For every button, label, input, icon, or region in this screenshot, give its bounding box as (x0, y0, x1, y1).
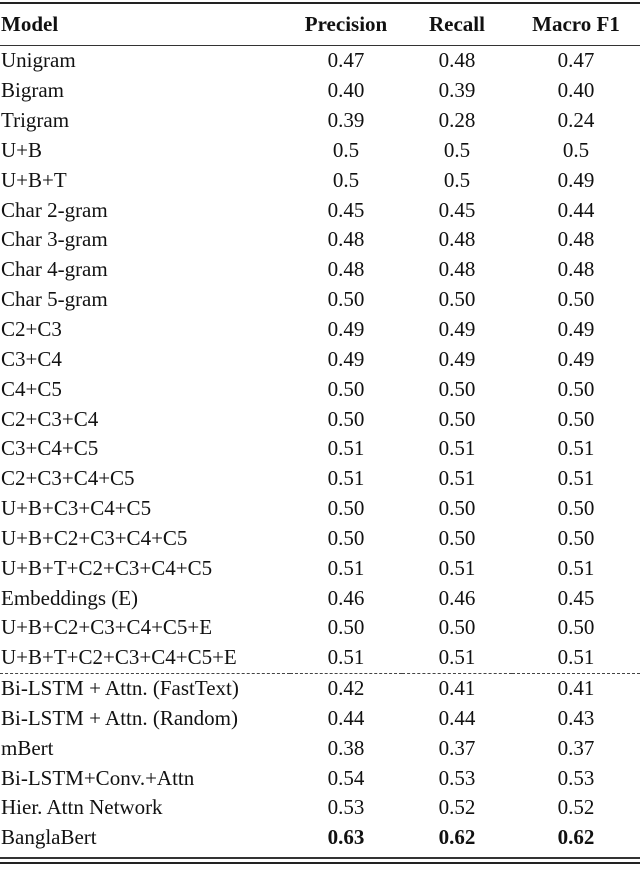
cell-recall: 0.50 (438, 615, 476, 640)
cell-model: Char 2-gram (1, 197, 108, 222)
table-row (0, 524, 640, 554)
cell-recall: 0.50 (438, 287, 476, 312)
metrics-table (0, 4, 640, 45)
cell-model: Bigram (1, 78, 64, 103)
cell-recall: 0.50 (438, 406, 476, 431)
cell-model: C2+C3 (1, 316, 62, 341)
cell-macro-f1: 0.51 (557, 555, 595, 580)
cell-macro-f1: 0.41 (557, 676, 595, 701)
cell-precision: 0.48 (327, 227, 365, 252)
cell-model: Char 5-gram (1, 287, 108, 312)
cell-precision: 0.38 (327, 735, 365, 760)
cell-macro-f1: 0.44 (557, 197, 595, 222)
cell-model: U+B+C2+C3+C4+C5+E (1, 615, 213, 640)
table-row (0, 315, 640, 345)
cell-model: U+B+C2+C3+C4+C5 (1, 525, 188, 550)
cell-macro-f1: 0.52 (557, 795, 595, 820)
cell-recall: 0.50 (438, 496, 476, 521)
table-row (0, 793, 640, 823)
table-row (0, 136, 640, 166)
table-row (0, 464, 640, 494)
cell-macro-f1: 0.50 (557, 406, 595, 431)
table-row (0, 255, 640, 285)
table-row (0, 554, 640, 584)
cell-model: BanglaBert (1, 825, 97, 850)
cell-recall: 0.28 (438, 108, 476, 133)
cell-recall: 0.49 (438, 316, 476, 341)
cell-precision: 0.5 (332, 167, 360, 192)
cell-model: C3+C4 (1, 346, 62, 371)
table-row (0, 405, 640, 435)
cell-model: U+B+T (1, 167, 67, 192)
header-precision: Precision (304, 12, 388, 36)
table-row (0, 494, 640, 524)
cell-model: Embeddings (E) (1, 585, 139, 610)
cell-model: C2+C3+C4 (1, 406, 99, 431)
cell-macro-f1: 0.51 (557, 436, 595, 461)
table-row (0, 196, 640, 226)
cell-macro-f1: 0.49 (557, 316, 595, 341)
cell-macro-f1: 0.49 (557, 167, 595, 192)
cell-recall: 0.51 (438, 436, 476, 461)
cell-precision: 0.42 (327, 676, 365, 701)
cell-recall: 0.44 (438, 705, 476, 730)
cell-precision: 0.50 (327, 376, 365, 401)
cell-macro-f1: 0.51 (557, 466, 595, 491)
cell-macro-f1: 0.53 (557, 765, 595, 790)
table-row (0, 285, 640, 315)
cell-precision: 0.44 (327, 705, 365, 730)
cell-precision: 0.46 (327, 585, 365, 610)
cell-model: Char 4-gram (1, 257, 108, 282)
cell-model: C4+C5 (1, 376, 62, 401)
cell-macro-f1: 0.48 (557, 257, 595, 282)
table-header (0, 4, 640, 45)
cell-precision: 0.49 (327, 316, 365, 341)
cell-model: U+B+T+C2+C3+C4+C5 (1, 555, 213, 580)
header-macro-f1: Macro F1 (532, 12, 620, 36)
cell-recall: 0.52 (438, 795, 476, 820)
cell-model: C3+C4+C5 (1, 436, 99, 461)
cell-precision: 0.50 (327, 525, 365, 550)
cell-recall: 0.5 (443, 167, 471, 192)
table-row (0, 46, 640, 76)
bottom-rule-thick (0, 862, 640, 864)
cell-macro-f1: 0.51 (512, 643, 640, 673)
cell-model: Unigram (1, 48, 76, 73)
header-model: Model (1, 12, 59, 36)
cell-model: Hier. Attn Network (1, 795, 163, 820)
cell-precision: 0.40 (327, 78, 365, 103)
cell-model: U+B+T+C2+C3+C4+C5+E (0, 643, 290, 673)
cell-macro-f1: 0.50 (557, 496, 595, 521)
cell-precision: 0.49 (327, 346, 365, 371)
cell-macro-f1: 0.50 (557, 287, 595, 312)
table-row (0, 76, 640, 106)
cell-precision: 0.51 (327, 555, 365, 580)
cell-recall: 0.5 (443, 137, 471, 162)
table-row (0, 345, 640, 375)
cell-macro-f1: 0.47 (557, 48, 595, 73)
cell-macro-f1: 0.50 (557, 376, 595, 401)
table-row (0, 704, 640, 734)
cell-precision: 0.53 (327, 795, 365, 820)
table-row-best (0, 823, 640, 853)
cell-model: Bi-LSTM+Conv.+Attn (1, 765, 195, 790)
cell-precision: 0.50 (327, 406, 365, 431)
cell-precision: 0.39 (327, 108, 365, 133)
cell-macro-f1: 0.48 (557, 227, 595, 252)
cell-recall: 0.51 (438, 555, 476, 580)
cell-recall-best: 0.62 (438, 825, 476, 850)
cell-precision: 0.50 (327, 287, 365, 312)
table-row (0, 166, 640, 196)
cell-model: C2+C3+C4+C5 (1, 466, 135, 491)
bottom-rule-thin (0, 857, 640, 858)
cell-recall: 0.48 (438, 257, 476, 282)
cell-recall: 0.41 (438, 676, 476, 701)
cell-precision: 0.54 (327, 765, 365, 790)
cell-recall: 0.45 (438, 197, 476, 222)
cell-recall: 0.50 (438, 376, 476, 401)
cell-recall: 0.39 (438, 78, 476, 103)
cell-model: Bi-LSTM + Attn. (Random) (1, 705, 239, 730)
metrics-table-body (0, 46, 640, 853)
cell-precision: 0.51 (327, 436, 365, 461)
cell-model: Char 3-gram (1, 227, 108, 252)
cell-recall: 0.48 (438, 48, 476, 73)
table-row (0, 225, 640, 255)
cell-model: Bi-LSTM + Attn. (FastText) (1, 676, 239, 701)
table-row (0, 734, 640, 764)
cell-precision-best: 0.63 (327, 825, 365, 850)
cell-precision: 0.48 (327, 257, 365, 282)
cell-macro-f1: 0.45 (557, 585, 595, 610)
cell-macro-f1: 0.40 (557, 78, 595, 103)
cell-precision: 0.47 (327, 48, 365, 73)
cell-model: U+B+C3+C4+C5 (1, 496, 152, 521)
cell-macro-f1: 0.37 (557, 735, 595, 760)
table-row (0, 434, 640, 464)
cell-recall: 0.53 (438, 765, 476, 790)
cell-recall: 0.51 (438, 466, 476, 491)
cell-macro-f1: 0.50 (557, 525, 595, 550)
cell-model: Trigram (1, 108, 70, 133)
cell-recall: 0.48 (438, 227, 476, 252)
cell-macro-f1: 0.24 (557, 108, 595, 133)
table-row (0, 674, 640, 704)
cell-precision: 0.51 (290, 643, 402, 673)
cell-model: mBert (1, 735, 54, 760)
cell-recall: 0.46 (438, 585, 476, 610)
cell-recall: 0.51 (402, 643, 512, 673)
table-row (0, 375, 640, 405)
table-row (0, 584, 640, 614)
cell-model: U+B (1, 137, 43, 162)
cell-precision: 0.50 (327, 496, 365, 521)
table-body (0, 46, 640, 853)
cell-macro-f1: 0.49 (557, 346, 595, 371)
cell-macro-f1: 0.5 (562, 137, 590, 162)
cell-precision: 0.50 (327, 615, 365, 640)
cell-recall: 0.37 (438, 735, 476, 760)
cell-macro-f1: 0.50 (557, 615, 595, 640)
cell-macro-f1-best: 0.62 (557, 825, 595, 850)
table-row (0, 613, 640, 643)
cell-recall: 0.49 (438, 346, 476, 371)
cell-precision: 0.5 (332, 137, 360, 162)
table-row (0, 643, 640, 673)
cell-precision: 0.51 (327, 466, 365, 491)
cell-recall: 0.50 (438, 525, 476, 550)
cell-macro-f1: 0.43 (557, 705, 595, 730)
table-row (0, 106, 640, 136)
header-recall: Recall (429, 12, 485, 36)
cell-precision: 0.45 (327, 197, 365, 222)
table-row (0, 764, 640, 794)
